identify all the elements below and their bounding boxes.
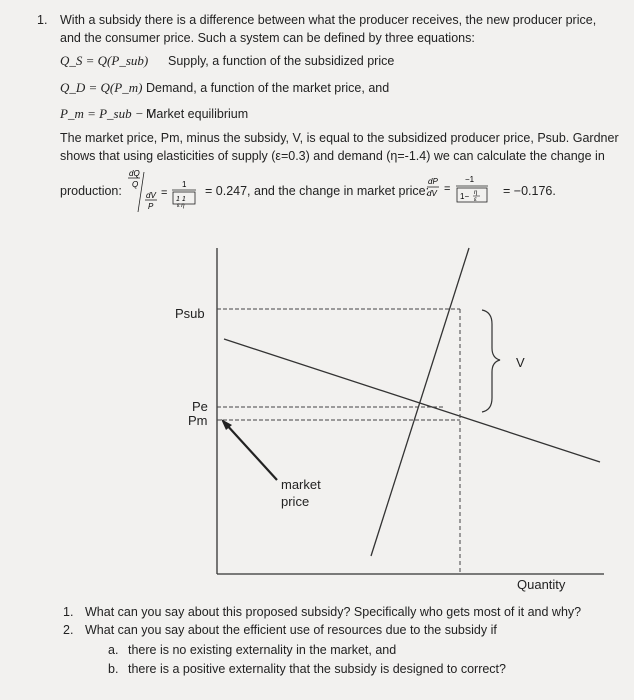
market-price-arrow bbox=[225, 423, 277, 480]
question-2-number: 2. bbox=[63, 623, 74, 637]
intro-line-1: With a subsidy there is a difference between what the producer receives, the new producer price, bbox=[60, 13, 597, 27]
svg-text:−1: −1 bbox=[465, 175, 475, 184]
supply-curve bbox=[371, 248, 469, 556]
svg-text:1: 1 bbox=[182, 180, 187, 189]
svg-text:η: η bbox=[474, 190, 478, 196]
question-1-text: What can you say about this proposed subsidy? Specifically who gets most of it and why? bbox=[85, 605, 582, 619]
eq-demand-math: Q_D = Q(P_m) bbox=[60, 80, 143, 95]
eq-equilibrium-text: Market equilibrium bbox=[146, 107, 249, 121]
label-v: V bbox=[516, 355, 525, 370]
eq-supply-math: Q_S = Q(P_sub) bbox=[60, 53, 149, 68]
label-price: price bbox=[281, 494, 310, 509]
paragraph-line-2: shows that using elasticities of supply (ε=0.3) and demand (η=-1.4) we can calculate the change in bbox=[60, 149, 605, 163]
production-formula bbox=[124, 166, 204, 216]
question-2-text: What can you say about the efficient use of resources due to the subsidy if bbox=[85, 623, 497, 637]
label-pe: Pe bbox=[192, 399, 208, 414]
production-value: = 0.247, and the change in market price: bbox=[205, 184, 430, 198]
production-label: production: bbox=[60, 184, 122, 198]
subquestion-b-text: there is a positive externality that the subsidy is designed to correct? bbox=[128, 662, 506, 676]
paragraph-line-1: The market price, Pm, minus the subsidy, V, is equal to the subsidized producer price, Psub. Gardner bbox=[60, 131, 619, 145]
label-market: market bbox=[281, 477, 321, 492]
problem-number: 1. bbox=[37, 13, 48, 27]
svg-text:dP: dP bbox=[428, 177, 438, 186]
svg-text:P: P bbox=[148, 202, 154, 211]
svg-text:Q: Q bbox=[132, 180, 139, 189]
label-psub: Psub bbox=[175, 306, 205, 321]
svg-text:ε: ε bbox=[474, 197, 477, 203]
svg-text:dV: dV bbox=[427, 189, 437, 198]
svg-text:1−: 1− bbox=[460, 192, 470, 201]
svg-text:dV: dV bbox=[146, 191, 156, 200]
price-formula bbox=[424, 166, 504, 216]
label-quantity: Quantity bbox=[517, 577, 566, 592]
svg-text:=: = bbox=[161, 187, 168, 199]
subquestion-a-letter: a. bbox=[108, 643, 119, 657]
subsidy-graph bbox=[0, 240, 634, 600]
eq-demand-text: Demand, a function of the market price, and bbox=[146, 81, 390, 95]
price-value: = −0.176. bbox=[503, 184, 556, 198]
subsidy-brace bbox=[482, 310, 500, 412]
svg-text:ε η: ε η bbox=[177, 203, 185, 209]
eq-equilibrium-math: P_m = P_sub − V bbox=[60, 106, 155, 121]
svg-text:1 1: 1 1 bbox=[176, 196, 186, 203]
subquestion-b-letter: b. bbox=[108, 662, 119, 676]
demand-curve bbox=[224, 339, 600, 462]
svg-text:=: = bbox=[444, 183, 451, 195]
eq-supply-text: Supply, a function of the subsidized price bbox=[168, 54, 395, 68]
intro-line-2: and the consumer price. Such a system can be defined by three equations: bbox=[60, 31, 475, 45]
svg-text:dQ: dQ bbox=[129, 169, 140, 178]
question-1-number: 1. bbox=[63, 605, 74, 619]
label-pm: Pm bbox=[188, 413, 208, 428]
subquestion-a-text: there is no existing externality in the market, and bbox=[128, 643, 397, 657]
